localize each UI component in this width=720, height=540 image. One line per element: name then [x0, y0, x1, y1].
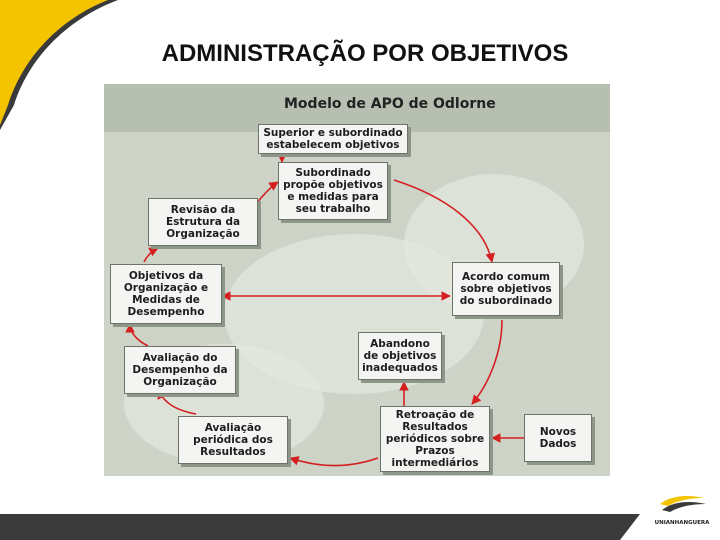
arrow-desempenho-to-objetivos: [130, 324, 148, 346]
svg-text:UNIANHANGUERA: UNIANHANGUERA: [654, 520, 710, 526]
node-subordinado-propoe: Subordinado propõe objetivos e medidas para seu trabalho: [278, 162, 388, 220]
arrow-objetivos-to-revisao: [144, 248, 158, 262]
bottom-bar: [0, 514, 720, 540]
slide-title: ADMINISTRAÇÃO POR OBJETIVOS: [161, 40, 569, 67]
node-retroacao-resultados: Retroação de Resultados periódicos sobre Prazos intermediários: [380, 406, 490, 472]
diagram-title: Modelo de APO de Odlorne: [284, 96, 496, 112]
arrow-revisao-to-subordinado: [256, 182, 278, 204]
node-avaliacao-periodica: Avaliação periódica dos Resultados: [178, 416, 288, 464]
apo-diagram-figure: [104, 84, 610, 476]
node-objetivos-organizacao: Objetivos da Organização e Medidas de Desempenho: [110, 264, 222, 324]
node-acordo-comum: Acordo comum sobre objetivos do subordinado: [452, 262, 560, 316]
arrow-subordinado-to-acordo: [394, 180, 492, 262]
unianhanguera-logo: [652, 492, 712, 528]
node-superior-subordinado: Superior e subordinado estabelecem objetivos: [258, 124, 408, 154]
node-revisao-estrutura: Revisão da Estrutura da Organização: [148, 198, 258, 246]
arrow-acordo-to-retroacao: [472, 320, 502, 404]
node-avaliacao-desempenho: Avaliação do Desempenho da Organização: [124, 346, 236, 394]
arrow-retroacao-to-avaliacaoperiodica: [290, 458, 378, 466]
node-novos-dados: Novos Dados: [524, 414, 592, 462]
node-abandono-objetivos: Abandono de objetivos inadequados: [358, 332, 442, 380]
